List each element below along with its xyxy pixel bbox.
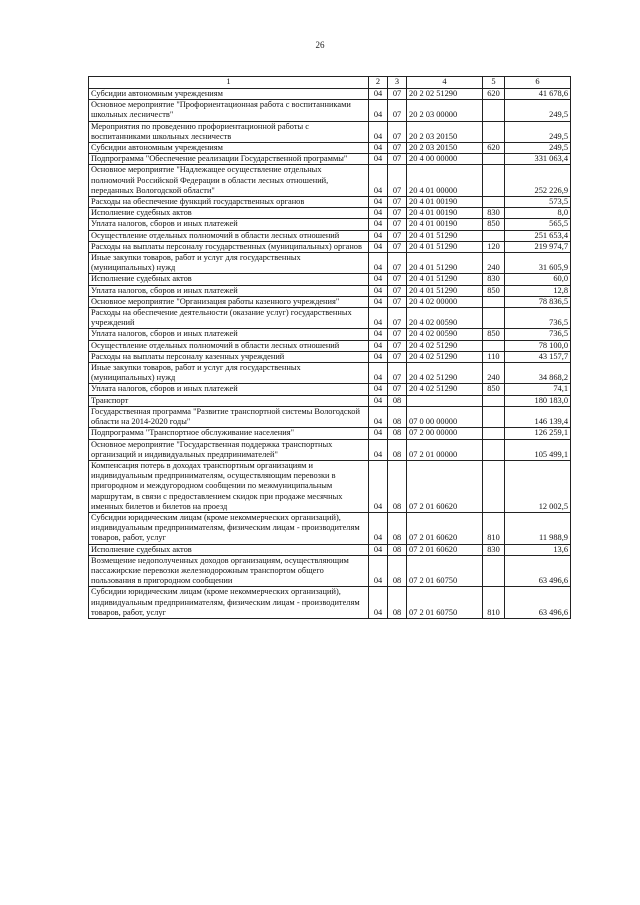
table-body [89, 89, 571, 619]
row-expense-type: 810 [483, 512, 505, 544]
row-expense-type [483, 555, 505, 587]
row-amount: 249,5 [505, 143, 571, 154]
table-row [89, 274, 571, 285]
row-section-code: 04 [369, 308, 388, 329]
row-section-code: 04 [369, 329, 388, 340]
row-target-article: 20 4 02 51290 [407, 351, 483, 362]
row-section-code: 04 [369, 384, 388, 395]
row-section-code: 04 [369, 363, 388, 384]
row-name: Государственная программа "Развитие транспортной системы Вологодской области на 2014-2020 годы" [89, 406, 369, 427]
row-subsection-code: 08 [388, 544, 407, 555]
row-amount: 11 988,9 [505, 512, 571, 544]
row-amount: 146 139,4 [505, 406, 571, 427]
row-section-code: 04 [369, 351, 388, 362]
row-amount: 180 183,0 [505, 395, 571, 406]
row-expense-type: 850 [483, 285, 505, 296]
row-target-article: 20 2 03 00000 [407, 100, 483, 121]
row-section-code: 04 [369, 100, 388, 121]
row-expense-type [483, 121, 505, 142]
row-name: Субсидии автономным учреждениям [89, 89, 369, 100]
table-row [89, 296, 571, 307]
row-target-article [407, 395, 483, 406]
row-amount: 60,0 [505, 274, 571, 285]
row-amount: 249,5 [505, 121, 571, 142]
row-subsection-code: 07 [388, 165, 407, 197]
row-amount: 78 836,5 [505, 296, 571, 307]
row-section-code: 04 [369, 208, 388, 219]
row-subsection-code: 07 [388, 340, 407, 351]
row-subsection-code: 08 [388, 428, 407, 439]
table-row [89, 460, 571, 512]
table-row [89, 428, 571, 439]
row-subsection-code: 07 [388, 274, 407, 285]
row-name: Расходы на обеспечение деятельности (оказание услуг) государственных учреждений [89, 308, 369, 329]
table-row [89, 406, 571, 427]
row-expense-type: 830 [483, 208, 505, 219]
row-section-code: 04 [369, 121, 388, 142]
row-subsection-code: 07 [388, 351, 407, 362]
row-expense-type [483, 395, 505, 406]
row-amount: 41 678,6 [505, 89, 571, 100]
row-amount: 12,8 [505, 285, 571, 296]
row-expense-type [483, 165, 505, 197]
row-name: Расходы на выплаты персоналу казенных учреждений [89, 351, 369, 362]
row-name: Мероприятия по проведению профориентационной работы с воспитанниками школьных лесничеств [89, 121, 369, 142]
row-amount: 252 226,9 [505, 165, 571, 197]
table-row [89, 143, 571, 154]
row-section-code: 04 [369, 439, 388, 460]
row-expense-type: 240 [483, 363, 505, 384]
row-subsection-code: 07 [388, 219, 407, 230]
row-target-article: 20 4 01 51290 [407, 253, 483, 274]
row-target-article: 07 2 01 60620 [407, 544, 483, 555]
table-row [89, 285, 571, 296]
row-expense-type [483, 428, 505, 439]
table-row [89, 154, 571, 165]
row-target-article: 20 4 00 00000 [407, 154, 483, 165]
row-expense-type: 850 [483, 384, 505, 395]
row-subsection-code: 07 [388, 100, 407, 121]
row-subsection-code: 07 [388, 285, 407, 296]
row-name: Уплата налогов, сборов и иных платежей [89, 285, 369, 296]
row-name: Основное мероприятие "Надлежащее осуществление отдельных полномочий Российской Федерации в области лесных отношений, переданных Вологодской области" [89, 165, 369, 197]
row-name: Транспорт [89, 395, 369, 406]
table-header [89, 77, 571, 89]
row-target-article: 20 4 01 51290 [407, 230, 483, 241]
row-expense-type [483, 100, 505, 121]
row-section-code: 04 [369, 143, 388, 154]
row-subsection-code: 08 [388, 555, 407, 587]
row-amount: 12 002,5 [505, 460, 571, 512]
row-section-code: 04 [369, 154, 388, 165]
row-section-code: 04 [369, 274, 388, 285]
table-row [89, 363, 571, 384]
row-name: Осуществление отдельных полномочий в области лесных отношений [89, 230, 369, 241]
row-expense-type: 110 [483, 351, 505, 362]
row-expense-type: 850 [483, 219, 505, 230]
header-col-2: 2 [369, 77, 388, 89]
row-target-article: 20 2 02 51290 [407, 89, 483, 100]
row-expense-type: 620 [483, 89, 505, 100]
row-target-article: 20 4 01 00190 [407, 197, 483, 208]
row-section-code: 04 [369, 340, 388, 351]
table-row [89, 395, 571, 406]
row-subsection-code: 07 [388, 296, 407, 307]
row-expense-type: 120 [483, 241, 505, 252]
row-target-article: 20 4 01 00190 [407, 219, 483, 230]
row-name: Уплата налогов, сборов и иных платежей [89, 219, 369, 230]
row-name: Основное мероприятие "Организация работы казенного учреждения" [89, 296, 369, 307]
row-amount: 8,0 [505, 208, 571, 219]
row-name: Субсидии автономным учреждениям [89, 143, 369, 154]
table-row [89, 241, 571, 252]
row-target-article: 20 4 02 51290 [407, 340, 483, 351]
row-target-article: 07 2 01 60620 [407, 460, 483, 512]
row-subsection-code: 07 [388, 143, 407, 154]
row-target-article: 20 4 02 00000 [407, 296, 483, 307]
row-amount: 565,5 [505, 219, 571, 230]
row-target-article: 07 0 00 00000 [407, 406, 483, 427]
row-target-article: 20 4 01 00190 [407, 208, 483, 219]
row-expense-type [483, 154, 505, 165]
table-row [89, 351, 571, 362]
table-row [89, 555, 571, 587]
row-amount: 74,1 [505, 384, 571, 395]
row-name: Уплата налогов, сборов и иных платежей [89, 384, 369, 395]
row-amount: 34 868,2 [505, 363, 571, 384]
row-expense-type: 850 [483, 329, 505, 340]
row-expense-type: 240 [483, 253, 505, 274]
page-number: 26 [315, 40, 325, 50]
row-target-article: 07 2 01 60620 [407, 512, 483, 544]
row-name: Субсидии юридическим лицам (кроме некоммерческих организаций), индивидуальным предпринимателям, физическим лицам - производителям товаров, работ, услуг [89, 512, 369, 544]
row-section-code: 04 [369, 512, 388, 544]
row-amount: 31 605,9 [505, 253, 571, 274]
row-name: Исполнение судебных актов [89, 274, 369, 285]
row-subsection-code: 07 [388, 384, 407, 395]
table-row [89, 329, 571, 340]
table-row [89, 253, 571, 274]
row-section-code: 04 [369, 197, 388, 208]
header-row [89, 77, 571, 89]
table-row [89, 100, 571, 121]
row-subsection-code: 07 [388, 197, 407, 208]
table-row [89, 89, 571, 100]
header-col-1: 1 [89, 77, 369, 89]
row-target-article: 07 2 01 00000 [407, 439, 483, 460]
row-expense-type [483, 439, 505, 460]
row-expense-type [483, 230, 505, 241]
row-amount: 573,5 [505, 197, 571, 208]
row-subsection-code: 07 [388, 154, 407, 165]
row-subsection-code: 07 [388, 208, 407, 219]
row-section-code: 04 [369, 395, 388, 406]
table-row [89, 587, 571, 619]
row-expense-type [483, 406, 505, 427]
row-name: Исполнение судебных актов [89, 208, 369, 219]
row-expense-type: 830 [483, 274, 505, 285]
row-expense-type: 810 [483, 587, 505, 619]
row-section-code: 04 [369, 406, 388, 427]
row-subsection-code: 07 [388, 89, 407, 100]
row-subsection-code: 07 [388, 363, 407, 384]
row-subsection-code: 08 [388, 460, 407, 512]
row-target-article: 20 4 01 51290 [407, 274, 483, 285]
row-amount: 78 100,0 [505, 340, 571, 351]
row-target-article: 20 4 01 51290 [407, 241, 483, 252]
row-amount: 13,6 [505, 544, 571, 555]
row-subsection-code: 08 [388, 395, 407, 406]
row-section-code: 04 [369, 165, 388, 197]
row-expense-type [483, 308, 505, 329]
table-row [89, 384, 571, 395]
row-section-code: 04 [369, 587, 388, 619]
row-subsection-code: 08 [388, 406, 407, 427]
row-amount: 126 259,1 [505, 428, 571, 439]
table-row [89, 197, 571, 208]
row-section-code: 04 [369, 544, 388, 555]
row-section-code: 04 [369, 89, 388, 100]
row-name: Основное мероприятие "Профориентационная работа с воспитанниками школьных лесничеств" [89, 100, 369, 121]
row-subsection-code: 07 [388, 329, 407, 340]
budget-table [88, 76, 571, 619]
row-name: Иные закупки товаров, работ и услуг для государственных (муниципальных) нужд [89, 363, 369, 384]
row-section-code: 04 [369, 460, 388, 512]
row-section-code: 04 [369, 230, 388, 241]
row-section-code: 04 [369, 241, 388, 252]
table-row [89, 219, 571, 230]
row-name: Возмещение недополученных доходов организациям, осуществляющим пассажирские перевозки железнодорожным транспортом общего пользования в пригородном сообщении [89, 555, 369, 587]
row-subsection-code: 07 [388, 253, 407, 274]
table-row [89, 512, 571, 544]
table-row [89, 439, 571, 460]
row-subsection-code: 08 [388, 439, 407, 460]
row-section-code: 04 [369, 428, 388, 439]
row-section-code: 04 [369, 253, 388, 274]
row-amount: 331 063,4 [505, 154, 571, 165]
row-subsection-code: 08 [388, 512, 407, 544]
row-name: Расходы на выплаты персоналу государственных (муниципальных) органов [89, 241, 369, 252]
header-col-6: 6 [505, 77, 571, 89]
row-name: Исполнение судебных актов [89, 544, 369, 555]
row-name: Расходы на обеспечение функций государственных органов [89, 197, 369, 208]
row-expense-type: 620 [483, 143, 505, 154]
table-row [89, 544, 571, 555]
header-col-4: 4 [407, 77, 483, 89]
row-name: Подпрограмма "Транспортное обслуживание населения" [89, 428, 369, 439]
row-subsection-code: 07 [388, 230, 407, 241]
row-amount: 736,5 [505, 308, 571, 329]
row-expense-type: 830 [483, 544, 505, 555]
row-section-code: 04 [369, 219, 388, 230]
row-target-article: 20 2 03 20150 [407, 143, 483, 154]
row-amount: 251 653,4 [505, 230, 571, 241]
row-section-code: 04 [369, 555, 388, 587]
row-target-article: 20 2 03 20150 [407, 121, 483, 142]
row-target-article: 20 4 02 51290 [407, 363, 483, 384]
header-col-3: 3 [388, 77, 407, 89]
row-subsection-code: 07 [388, 308, 407, 329]
header-col-5: 5 [483, 77, 505, 89]
row-subsection-code: 07 [388, 241, 407, 252]
row-amount: 219 974,7 [505, 241, 571, 252]
table-row [89, 308, 571, 329]
row-subsection-code: 07 [388, 121, 407, 142]
row-target-article: 20 4 02 51290 [407, 384, 483, 395]
table-row [89, 340, 571, 351]
row-name: Подпрограмма "Обеспечение реализации Государственной программы" [89, 154, 369, 165]
row-target-article: 07 2 01 60750 [407, 587, 483, 619]
row-amount: 43 157,7 [505, 351, 571, 362]
row-amount: 736,5 [505, 329, 571, 340]
row-expense-type [483, 340, 505, 351]
row-expense-type [483, 460, 505, 512]
table-row [89, 230, 571, 241]
row-name: Осуществление отдельных полномочий в области лесных отношений [89, 340, 369, 351]
row-target-article: 20 4 02 00590 [407, 308, 483, 329]
row-target-article: 20 4 01 00000 [407, 165, 483, 197]
row-name: Субсидии юридическим лицам (кроме некоммерческих организаций), индивидуальным предпринимателям, физическим лицам - производителям товаров, работ, услуг [89, 587, 369, 619]
row-section-code: 04 [369, 285, 388, 296]
row-section-code: 04 [369, 296, 388, 307]
table-row [89, 208, 571, 219]
row-name: Уплата налогов, сборов и иных платежей [89, 329, 369, 340]
row-target-article: 20 4 01 51290 [407, 285, 483, 296]
row-name: Основное мероприятие "Государственная поддержка транспортных организаций и индивидуальных предпринимателей" [89, 439, 369, 460]
row-amount: 63 496,6 [505, 555, 571, 587]
row-amount: 63 496,6 [505, 587, 571, 619]
row-subsection-code: 08 [388, 587, 407, 619]
table-row [89, 121, 571, 142]
row-target-article: 20 4 02 00590 [407, 329, 483, 340]
row-expense-type [483, 296, 505, 307]
row-amount: 105 499,1 [505, 439, 571, 460]
row-amount: 249,5 [505, 100, 571, 121]
row-expense-type [483, 197, 505, 208]
row-target-article: 07 2 01 60750 [407, 555, 483, 587]
table-row [89, 165, 571, 197]
row-target-article: 07 2 00 00000 [407, 428, 483, 439]
row-name: Иные закупки товаров, работ и услуг для государственных (муниципальных) нужд [89, 253, 369, 274]
row-name: Компенсация потерь в доходах транспортным организациям и индивидуальным предпринимателям, осуществляющим перевозки в пригородном и междугородном сообщении по межмуниципальным маршрутам, в связи с предоставлением скидок при продаже месячных именных билетов и билетов на проезд [89, 460, 369, 512]
